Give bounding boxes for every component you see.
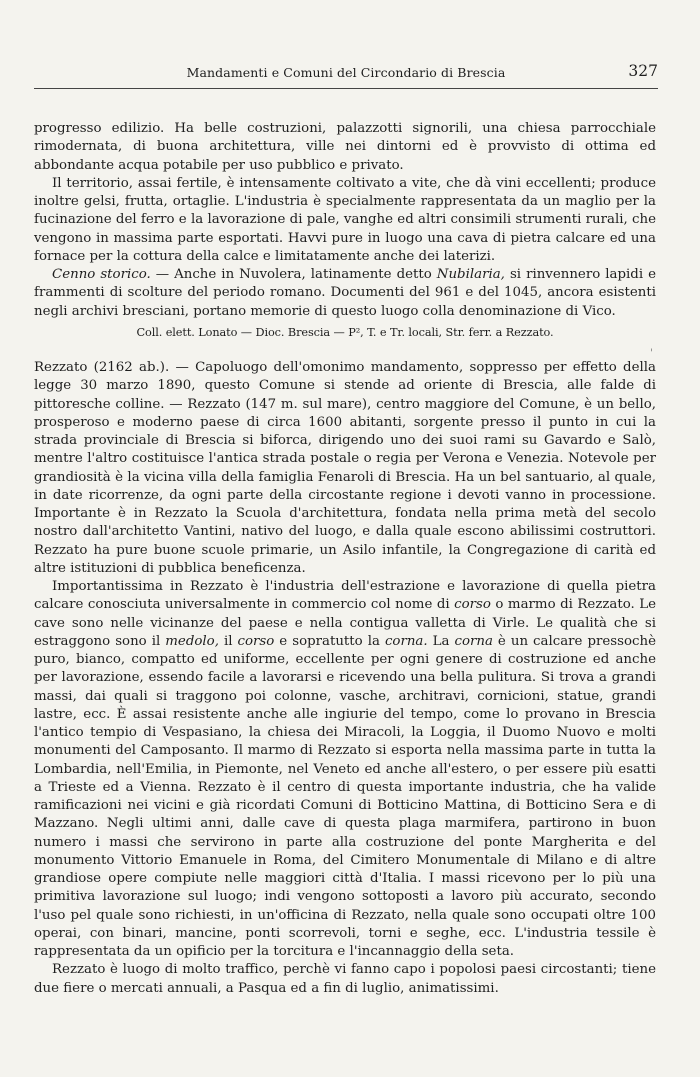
term-corna-2: corna xyxy=(454,633,493,649)
paragraph-marble-industry xyxy=(34,578,656,961)
marble-text-f: è un calcare pressochè puro, bianco, compatto ed uniforme, eccellente per ogni genere di costruzione ed anche per lavorazione, essendo facile a lavorarsi e ricevendo una bella pulitura. Si trova a grandi massi, dai quali si traggono poi colonne, vasche, architravi, cornicioni, statue, grandi lastre, ecc. È assai resistente anche alle ingiurie del tempo, come lo provano in Brescia l'antico tempio di Vespasiano, la chiesa dei Miracoli, la Loggia, il Duomo Nuovo e molti monumenti del Camposanto. Il marmo di Rezzato si esporta nella massima parte in tutta la Lombardia, nell'Emilia, in Piemonte, nel Veneto ed anche all'estero, o per essere più esatti a Trieste ed a Vienna. Rezzato è il centro di questa importante industria, che ha valide ramificazioni nei vicini e già ricordati Comuni di Botticino Mattina, di Botticino Sera e di Mazzano. Negli ultimi anni, dalle cave di questa plaga marmifera, partirono in buon numero i massi che servirono in parte alla costruzione del ponte Margherita e del monumento Vittorio Emanuele in Roma, del Cimitero Monumentale di Milano e di altre grandiose opere compiute nelle maggiori città d'Italia. I massi ricevono per lo più una primitiva lavorazione sul luogo; indi vengono sottoposti a lavoro più accurato, secondo l'uso pel quale sono richiesti, in un'officina di Rezzato, nella quale sono occupati oltre 100 operai, con binari, mancine, ponti scorrevoli, torni e seghe, ecc. L'industria tessile è rappresentata da un opificio per la torcitura e l'incannaggio della seta. xyxy=(34,633,656,959)
paragraph-rezzato-entry: Rezzato (2162 ab.). — Capoluogo dell'omonimo mandamento, soppresso per effetto della legge 30 marzo 1890, questo Comune si stende ad oriente di Brescia, alle falde di pittoresche colline. — Rezzato (147 m. sul mare), centro maggiore del Comune, è un bello, prosperoso e moderno paese di circa 1600 abitanti, sorgente presso il punto in cui la strada provinciale di Brescia si biforca, dirigendo uno dei suoi rami su Gavardo e Salò, mentre l'altro costituisce l'antica strada postale o regia per Verona e Venezia. Notevole per grandiosità è la vicina villa della famiglia Fenaroli di Brescia. Ha un bel santuario, al quale, in date ricorrenze, da ogni parte della circostante regione i devoti vanno in processione. Importante è in Rezzato la Scuola d'architettura, fondata nella prima metà del secolo nostro dall'architetto Vantini, nativo del luogo, e dalla quale escono abilissimi costruttori. Rezzato ha pure buone scuole primarie, un Asilo infantile, la Congregazione di carità ed altre istituzioni di pubblica beneficenza. xyxy=(34,360,656,576)
term-medolo: medolo, xyxy=(165,633,219,649)
paragraph-territory: Il territorio, assai fertile, è intensamente coltivato a vite, che dà vini eccellenti; produce inoltre gelsi, frutta, ortaglie. L'industria è specialmente rappresentata da un maglio per la fucinazione del ferro e la lavorazione di pale, vanghe ed altri consimili strumenti rurali, che vengono in massima parte esportati. Havvi pure in luogo una cava di pietra calcare ed una fornace per la cottura della calce e limitatamente anche dei laterizi. xyxy=(34,175,656,264)
administrative-info-line: Coll. elett. Lonato — Dioc. Brescia — P², T. e Tr. locali, Str. ferr. a Rezzato. xyxy=(136,325,554,339)
historical-note-heading: Cenno storico. xyxy=(52,267,151,282)
paragraph-traffic-fairs: Rezzato è luogo di molto traffico, perchè vi fanno capo i popolosi paesi circostanti; tiene due fiere o mercati annuali, a Pasqua ed a fin di luglio, animatissimi. xyxy=(34,962,656,996)
paragraph-historical-note xyxy=(34,266,656,321)
historical-note-text-b: si rinvennero lapidi e frammenti di scolture del periodo romano. Documenti del 961 e del 1045, ancora esistenti negli archivi bresciani, portano memorie di questo luogo colla denominazione di Vico. xyxy=(34,267,656,319)
term-corso-2: corso xyxy=(237,633,275,649)
term-corso: corso xyxy=(454,597,491,613)
running-title: Mandamenti e Comuni del Circondario di Brescia xyxy=(186,65,506,80)
page-body xyxy=(34,120,656,998)
marble-text-c: il xyxy=(218,633,238,649)
term-corna: corna. xyxy=(384,633,428,649)
page-number: 327 xyxy=(628,62,658,80)
marble-text-a: Importantissima in Rezzato è l'industria dell'estrazione e lavorazione di quella pietra calcare conosciuta universalmente in commercio col nome di xyxy=(34,579,656,613)
paragraph-continuation: progresso edilizio. Ha belle costruzioni, palazzotti signorili, una chiesa parrocchiale rimodernata, di buona architettura, ville nei dintorni ed è provvisto di ottima ed abbondante acqua potabile per uso pubblico e privato. xyxy=(34,121,656,173)
marble-text-b: o marmo di Rezzato. Le cave sono nelle vicinanze del paese e nella contigua valletta di Virle. Le qualità che si estraggono sono il xyxy=(34,597,656,649)
historical-note-text-a: — Anche in Nuvolera, latinamente detto xyxy=(150,267,437,282)
marble-text-d: e sopratutto la xyxy=(274,633,385,649)
margin-mark: ' xyxy=(650,348,653,359)
page-header xyxy=(34,60,658,89)
latin-name: Nubilaria, xyxy=(436,267,505,282)
marble-text-e: La xyxy=(427,633,455,649)
